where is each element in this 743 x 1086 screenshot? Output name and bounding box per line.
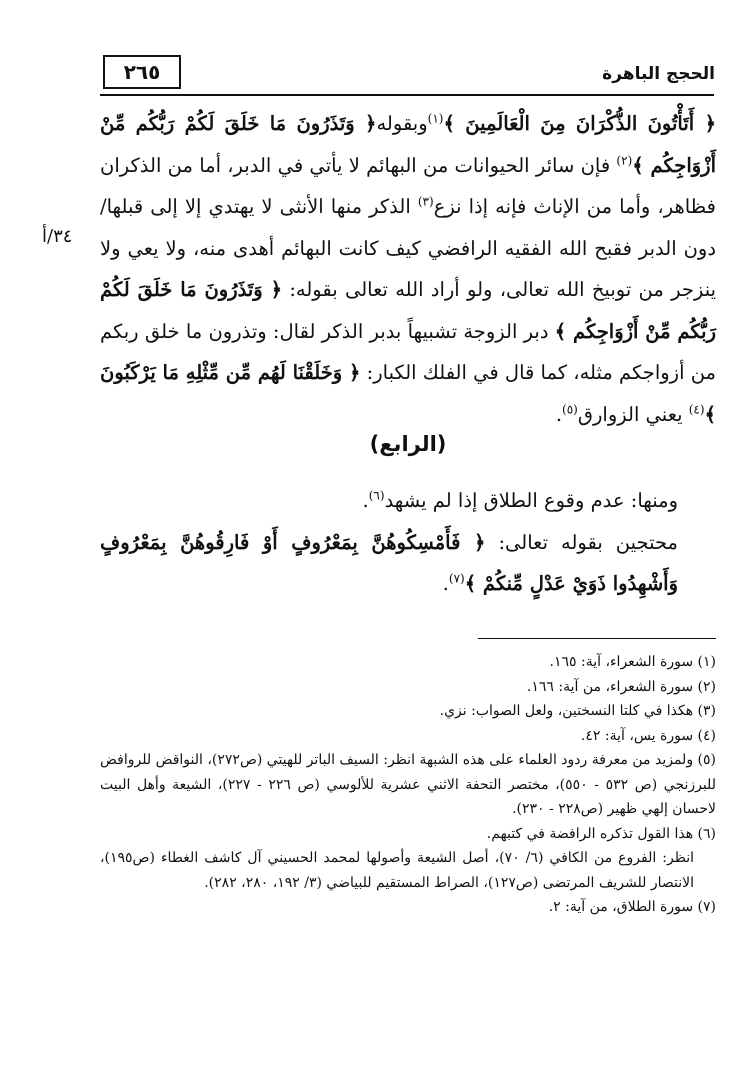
main-text-block	[100, 103, 716, 435]
text-run: فإن سائر الحيوانات من البهائم لا يأتي في الدبر، أما من الذكران فظاهر، وأما من الإناث فإنه إذا نزع	[100, 153, 717, 218]
footnote-ref: (٣)	[417, 194, 434, 209]
footnote-ref: (١)	[427, 111, 444, 126]
text-run: الذكر منها الأنثى لا يهتدي إلا إلى قبلها/ دون الدبر فقبح الله الفقيه الرافضي كيف كانت البهائم أهدى منه، ولا يعي ولا ينزجر من توبيخ الله تعالى، ولو أراد الله تعالى بقوله:	[100, 195, 717, 301]
text-run: محتجين بقوله تعالى:	[485, 530, 678, 554]
footnotes	[100, 650, 716, 920]
quran-verse: ﴿ فَأَمْسِكُوهُنَّ بِمَعْرُوفٍ أَوْ فَارِقُوهُنَّ بِمَعْرُوفٍ وَأَشْهِدُوا ذَوَيْ عَدْلٍ مِّنكُمْ ﴾	[100, 530, 678, 595]
footnote-ref: (٧)	[448, 571, 465, 586]
paragraph-3	[100, 522, 716, 605]
paragraph-2	[100, 480, 716, 522]
text-run: يعني الزوارق	[577, 402, 689, 426]
footnote-3: (٣) هكذا في كلتا النسختين، ولعل الصواب: نزي.	[439, 703, 716, 719]
footnote-4: (٤) سورة يس، آية: ٤٢.	[580, 727, 716, 744]
page-number: ٢٦٥	[103, 55, 181, 89]
footnote-2: (٢) سورة الشعراء، من آية: ١٦٦.	[526, 678, 716, 695]
footnote-6: (٦) هذا القول تذكره الرافضة في كتبهم.	[486, 825, 716, 842]
margin-folio-note: ٣٤/أ	[42, 226, 73, 247]
footnote-5: (٥) ولمزيد من معرفة ردود العلماء على هذه الشبهة انظر: السيف الباتر للهيتي (ص٢٧٢)، النواقض للروافض للبرزنجي (ص ٥٣٢ - ٥٥٠)، مختصر التحفة الاثني عشرية للألوسي (ص ٢٢٦ - ٢٢٧)، الشيعة وأهل البيت لاحسان إلهي ظهير (ص٢٢٨ - ٢٣٠).	[100, 752, 716, 817]
text-run: دبر الزوجة تشبيهاً بدبر الذكر لقال: وتذرون ما خلق ربكم من أزواجكم مثله، كما قال في الفلك الكبار:	[100, 319, 716, 384]
footnote-separator	[478, 638, 716, 639]
text-run: .	[555, 402, 563, 426]
footnote-ref: (٤)	[688, 402, 705, 416]
header-rule	[100, 94, 714, 96]
section-text-block	[100, 480, 716, 605]
text-run: .	[362, 489, 369, 512]
quran-verse: ﴿ أَتَأْتُونَ الذُّكْرَانَ مِنَ الْعَالَمِينَ ﴾	[443, 112, 716, 135]
footnote-ref: (٥)	[562, 402, 578, 416]
running-head: الحجج الباهرة	[602, 64, 715, 84]
quran-verse: ﴿ وَتَذَرُونَ مَا خَلَقَ لَكُمْ رَبُّكُم مِّنْ أَزْوَاجِكُم ﴾	[100, 112, 716, 177]
footnote-7: (٧) سورة الطلاق، من آية: ٢.	[548, 899, 716, 915]
section-heading: (الرابع)	[369, 432, 447, 456]
footnote-6-continuation: انظر: الفروع من الكافي (٦/ ٧٠)، أصل الشيعة وأصولها لمحمد الحسيني آل كاشف الغطاء (ص١٩٥)، الانتصار للشريف المرتضى (ص١٢٧)، الصراط المستقيم للبياضي (٣/ ١٩٢، ٢٨٠، ٢٨٢).	[100, 850, 694, 891]
footnote-ref: (٦)	[368, 488, 385, 503]
text-run: ومنها: عدم وقوع الطلاق إذا لم يشهد	[384, 489, 678, 512]
text-run: وبقوله	[376, 112, 428, 135]
footnote-ref: (٢)	[616, 153, 633, 167]
text-run: .	[442, 572, 449, 595]
footnote-1: (١) سورة الشعراء، آية: ١٦٥.	[549, 654, 716, 670]
quran-verse: ﴿ وَخَلَقْنَا لَهُم مِّن مِّثْلِهِ مَا يَرْكَبُونَ ﴾	[100, 361, 716, 426]
paragraph-1	[100, 103, 716, 435]
quran-verse: ﴿ وَتَذَرُونَ مَا خَلَقَ لَكُمْ رَبُّكُم مِّنْ أَزْوَاجِكُم ﴾	[100, 278, 716, 343]
